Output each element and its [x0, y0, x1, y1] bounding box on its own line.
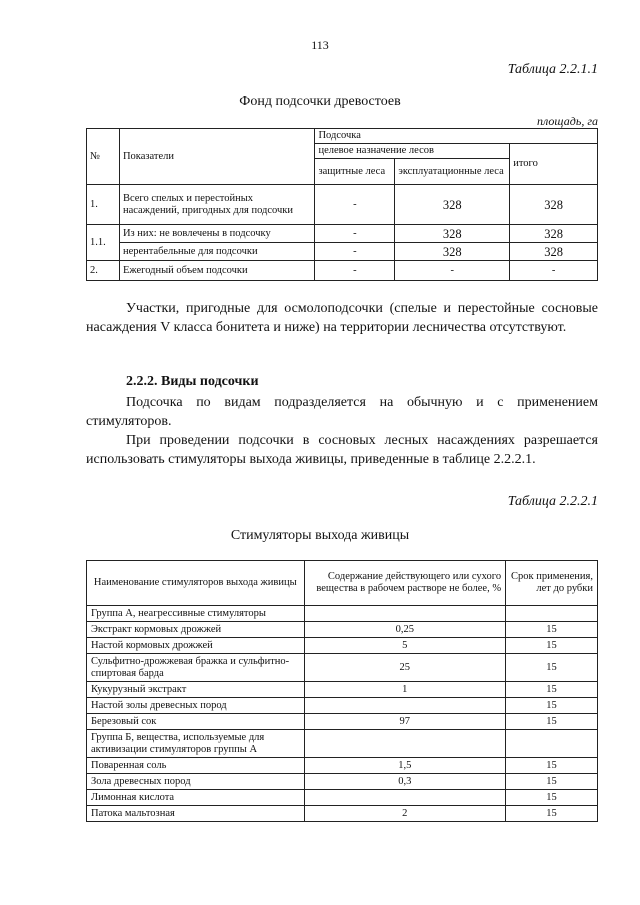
- paragraph-types: Подсочка по видам подразделяется на обычную и с применением стимуляторов.: [86, 395, 598, 429]
- row-protective: -: [315, 185, 395, 225]
- table-row: [87, 698, 598, 714]
- row-period: 15: [506, 698, 598, 714]
- row-content: 0,25: [304, 622, 506, 638]
- row-content: 2: [304, 806, 506, 822]
- table-row: [87, 774, 598, 790]
- row-name: Группа А, неагрессивные стимуляторы: [87, 606, 305, 622]
- row-name: Патока мальтозная: [87, 806, 305, 822]
- row-period: 15: [506, 622, 598, 638]
- table-row: [87, 714, 598, 730]
- row-period: 15: [506, 714, 598, 730]
- table-row: [87, 606, 598, 622]
- header-protective: защитные леса: [315, 159, 395, 185]
- header-exploitation: эксплуатационные леса: [395, 159, 510, 185]
- header-name: Наименование стимуляторов выхода живицы: [87, 561, 305, 606]
- row-content: [304, 606, 506, 622]
- row-num: 2.: [87, 261, 120, 281]
- row-name: Сульфитно-дрожжевая бражка и сульфитно-спиртовая барда: [87, 654, 305, 682]
- row-content: 0,3: [304, 774, 506, 790]
- table1-title: Фонд подсочки древостоев: [239, 94, 401, 109]
- page-number: 113: [311, 38, 329, 52]
- header-content: Содержание действующего или сухого вещества в рабочем растворе не более, %: [304, 561, 506, 606]
- row-label: Ежегодный объем подсочки: [119, 261, 315, 281]
- row-name: Настой золы древесных пород: [87, 698, 305, 714]
- row-period: 15: [506, 638, 598, 654]
- row-name: Группа Б, вещества, используемые для активизации стимуляторов группы А: [87, 730, 305, 758]
- row-num: 1.1.: [87, 225, 120, 261]
- row-protective: -: [315, 261, 395, 281]
- table-row: [87, 243, 598, 261]
- table2-title: Стимуляторы выхода живицы: [230, 528, 410, 543]
- row-content: 5: [304, 638, 506, 654]
- row-protective: -: [315, 225, 395, 243]
- table-row: [87, 654, 598, 682]
- row-name: Кукурузный экстракт: [87, 682, 305, 698]
- header-podsochka: Подсочка: [315, 129, 598, 144]
- table-row: [87, 682, 598, 698]
- row-period: 15: [506, 682, 598, 698]
- table1-caption: Таблица 2.2.1.1: [507, 62, 598, 77]
- row-period: 15: [506, 806, 598, 822]
- row-name: Экстракт кормовых дрожжей: [87, 622, 305, 638]
- header-indicators: Показатели: [119, 129, 315, 185]
- table-row: [87, 758, 598, 774]
- header-total: итого: [510, 144, 598, 185]
- row-content: [304, 730, 506, 758]
- row-period: [506, 606, 598, 622]
- row-protective: -: [315, 243, 395, 261]
- stimulators-table: [86, 560, 598, 822]
- row-total: 328: [510, 225, 598, 243]
- table-row: [87, 806, 598, 822]
- row-name: Зола древесных пород: [87, 774, 305, 790]
- row-label: Всего спелых и перестойных насаждений, пригодных для подсочки: [119, 185, 315, 225]
- row-label: нерентабельные для подсочки: [119, 243, 315, 261]
- table-row: [87, 185, 598, 225]
- row-name: Настой кормовых дрожжей: [87, 638, 305, 654]
- header-purpose: целевое назначение лесов: [315, 144, 510, 159]
- row-name: Березовый сок: [87, 714, 305, 730]
- row-content: 25: [304, 654, 506, 682]
- table-row: [87, 622, 598, 638]
- paragraph-stimulators: При проведении подсочки в сосновых лесных насаждениях разрешается использовать стимуляторы выхода живицы, приведенные в таблице 2.2.2.1.: [86, 433, 598, 467]
- row-name: Поваренная соль: [87, 758, 305, 774]
- row-period: 15: [506, 758, 598, 774]
- row-exploitation: 328: [395, 243, 510, 261]
- row-exploitation: 328: [395, 225, 510, 243]
- table1-unit: площадь, га: [537, 114, 598, 128]
- table-row: [87, 638, 598, 654]
- row-period: 15: [506, 654, 598, 682]
- table2-caption: Таблица 2.2.2.1: [507, 494, 598, 509]
- row-name: Лимонная кислота: [87, 790, 305, 806]
- row-content: [304, 790, 506, 806]
- row-num: 1.: [87, 185, 120, 225]
- section-heading: 2.2.2. Виды подсочки: [126, 374, 259, 389]
- paragraph-tapping-areas: Участки, пригодные для осмолоподсочки (спелые и перестойные сосновые насаждения V класса бонитета и ниже) на территории лесничества отсутствуют.: [86, 301, 598, 335]
- row-content: 1,5: [304, 758, 506, 774]
- row-content: [304, 698, 506, 714]
- header-num: №: [87, 129, 120, 185]
- table-row: [87, 225, 598, 243]
- row-period: [506, 730, 598, 758]
- row-content: 97: [304, 714, 506, 730]
- header-period: Срок применения, лет до рубки: [506, 561, 598, 606]
- row-total: 328: [510, 243, 598, 261]
- table-row: [87, 730, 598, 758]
- row-total: 328: [510, 185, 598, 225]
- row-total: -: [510, 261, 598, 281]
- row-exploitation: 328: [395, 185, 510, 225]
- forest-tapping-table: [86, 128, 598, 281]
- row-content: 1: [304, 682, 506, 698]
- row-period: 15: [506, 774, 598, 790]
- row-label: Из них: не вовлечены в подсочку: [119, 225, 315, 243]
- row-period: 15: [506, 790, 598, 806]
- row-exploitation: -: [395, 261, 510, 281]
- table-row: [87, 790, 598, 806]
- table-row: [87, 261, 598, 281]
